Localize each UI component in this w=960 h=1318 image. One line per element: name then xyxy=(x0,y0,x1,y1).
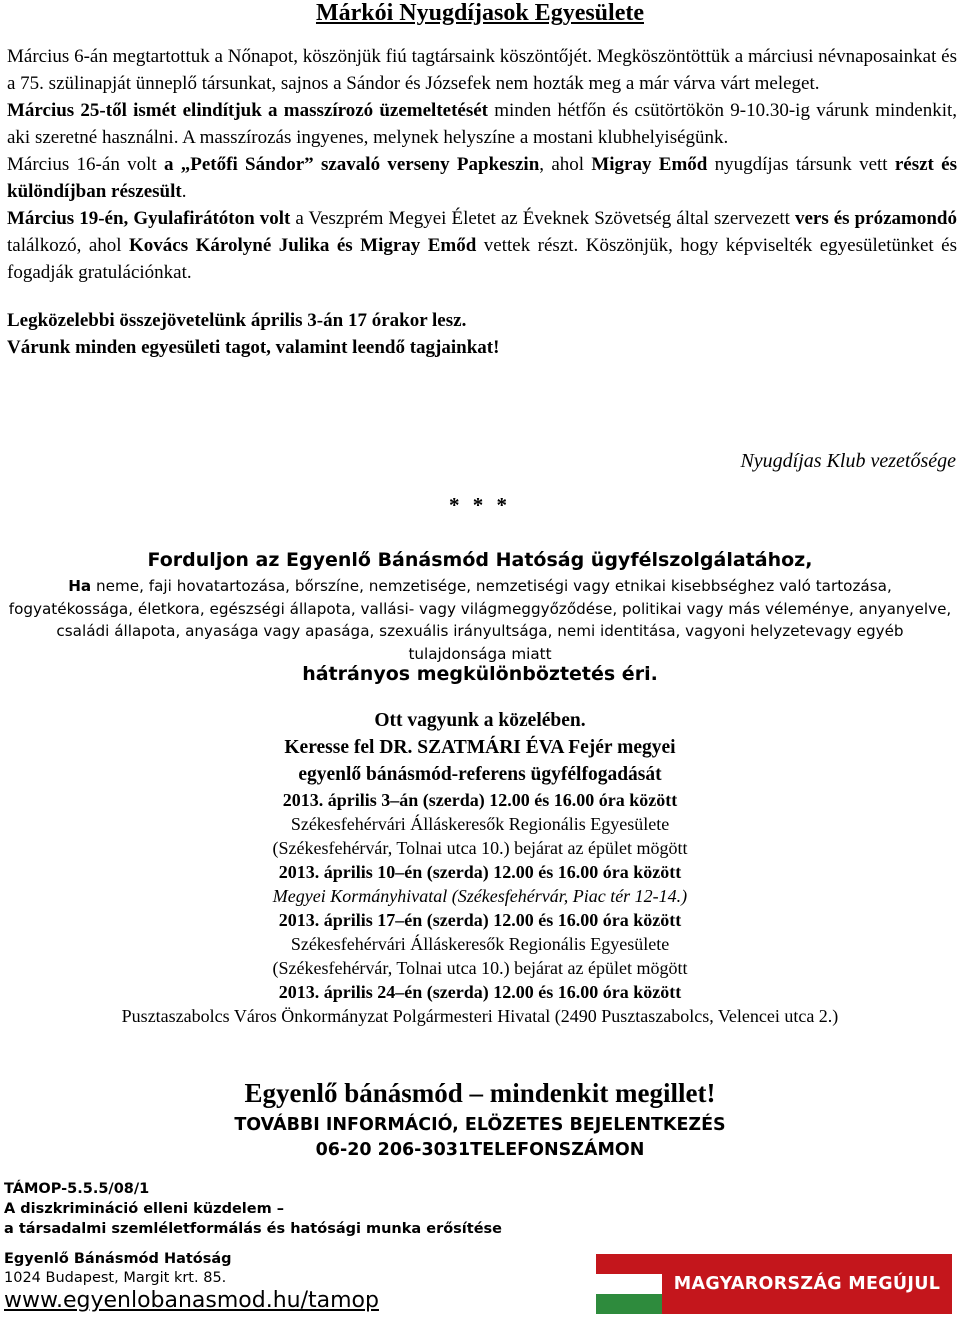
paragraph-womens-day: Március 6-án megtartottuk a Nőnapot, köszönjük fiú tagtársaink köszöntőjét. Megköszöntöttük a márciusi névnaposainkat és a 75. szülinapját ünneplő társunkat, sajnos a Sándor és Józsefek nem hozták meg a már várva várt meleget. xyxy=(7,46,957,94)
appointment-date: 2013. április 10–én (szerda) 12.00 és 16.00 óra között xyxy=(278,862,682,882)
massage-highlight: Március 25-től ismét elindítjuk a masszírozó üzemeltetését xyxy=(7,100,489,121)
organization-address: 1024 Budapest, Margit krt. 85. xyxy=(4,1270,227,1286)
info-line: TOVÁBBI INFORMÁCIÓ, ELÖZETES BEJELENTKEZÉS xyxy=(234,1115,726,1135)
slogan: Egyenlő bánásmód – mindenkit megillet! xyxy=(244,1078,716,1108)
appointment-address: (Székesfehérvár, Tolnai utca 10.) bejárat az épület mögött xyxy=(272,838,688,858)
appointment-address: (Székesfehérvár, Tolnai utca 10.) bejárat az épület mögött xyxy=(272,958,688,978)
schedule-intro: Ott vagyunk a közelében. xyxy=(374,710,586,731)
program-code: TÁMOP-5.5.5/08/1 xyxy=(4,1181,150,1197)
paragraph-massage: Március 25-től ismét elindítjuk a masszírozó üzemeltetését minden hétfőn és csütörtökön 9-10.30-ig várunk mindenkit, aki szeretné használni. A masszírozás ingyenes, melynek helyszíne a mostani klubhelyiségünk. xyxy=(7,100,958,148)
paragraph-poetry-contest: Március 16-án volt a „Petőfi Sándor” szavaló verseny Papkeszin, ahol Migray Emőd nyugdíjas társunk vett részt és különdíjban részesült. xyxy=(7,154,958,202)
program-line: A diszkrimináció elleni küzdelem – xyxy=(4,1201,284,1217)
signature: Nyugdíjas Klub vezetősége xyxy=(740,450,956,472)
flag-stripe-green xyxy=(596,1294,662,1314)
appointment-place: Székesfehérvári Álláskeresők Regionális Egyesülete xyxy=(290,814,670,834)
appointment-date: 2013. április 17–én (szerda) 12.00 és 16.00 óra között xyxy=(278,910,682,930)
appointment-place: Megyei Kormányhivatal (Székesfehérvár, Piac tér 12-14.) xyxy=(272,886,688,906)
logo-banner: MAGYARORSZÁG MEGÚJUL xyxy=(662,1254,952,1314)
appointment-item xyxy=(0,908,960,980)
hungarian-flag-icon xyxy=(596,1254,662,1314)
organization-name: Egyenlő Bánásmód Hatóság xyxy=(4,1251,232,1267)
appointment-item xyxy=(0,980,960,1028)
hungary-renewal-logo xyxy=(596,1254,952,1314)
schedule-purpose: egyenlő bánásmód-referens ügyfélfogadását xyxy=(298,764,662,785)
notice-emphasis: hátrányos megkülönböztetés éri. xyxy=(302,663,658,685)
flag-stripe-red xyxy=(596,1254,662,1274)
appointment-place: Pusztaszabolcs Város Önkormányzat Polgármesteri Hivatal (2490 Pusztaszabolcs, Velencei utca 2.) xyxy=(121,1006,839,1026)
info-block xyxy=(0,1113,960,1163)
appointment-place: Székesfehérvári Álláskeresők Regionális Egyesülete xyxy=(290,934,670,954)
next-meeting: Legközelebbi összejövetelünk április 3-án 17 órakor lesz. xyxy=(7,310,467,331)
notice-heading: Forduljon az Egyenlő Bánásmód Hatóság ügyfélszolgálatához, xyxy=(147,549,813,571)
appointment-schedule xyxy=(0,707,960,1028)
notice-body: Ha neme, faji hovatartozása, bőrszíne, nemzetisége, nemzetiségi vagy etnikai kisebbséghez való tartozása, fogyatékossága, életkora, egészségi állapota, vallási- vagy világmeggyőződése, politikai vagy más véleménye, anyanyelve, családi állapota, anyasága vagy apasága, szexuális irányultsága, nemi identitása, vagyoni helyzetevagy egyéb tulajdonsága miatt xyxy=(8,577,952,663)
phone-line: 06-20 206-3031TELEFONSZÁMON xyxy=(315,1140,645,1160)
page-title: Márkói Nyugdíjasok Egyesülete xyxy=(315,0,644,26)
program-info xyxy=(4,1179,502,1239)
program-line: a társadalmi szemléletformálás és hatósági munka erősítése xyxy=(4,1221,503,1237)
paragraph-gyulafiratot: Március 19-én, Gyulafirátóton volt a Veszprém Megyei Életet az Éveknek Szövetség által szervezett vers és prózamondó találkozó, ahol Kovács Károlyné Julika és Migray Emőd vettek részt. Köszönjük, hogy képviselték egyesületünket és fogadják gratulációnkat. xyxy=(7,208,957,283)
appointment-item xyxy=(0,788,960,860)
invitation: Várunk minden egyesületi tagot, valamint leendő tagjainkat! xyxy=(7,337,500,358)
section-divider: * * * xyxy=(449,493,511,517)
appointment-item xyxy=(0,860,960,908)
organization-info xyxy=(4,1250,232,1288)
website-link[interactable]: www.egyenlobanasmod.hu/tamop xyxy=(4,1288,379,1313)
appointment-date: 2013. április 24–én (szerda) 12.00 és 16.00 óra között xyxy=(278,982,682,1002)
spacer xyxy=(7,286,957,307)
schedule-contact: Keresse fel DR. SZATMÁRI ÉVA Fejér megyei xyxy=(284,737,676,758)
appointment-date: 2013. április 3–án (szerda) 12.00 és 16.00 óra között xyxy=(282,790,678,810)
article xyxy=(7,43,957,361)
flag-stripe-white xyxy=(596,1274,662,1294)
